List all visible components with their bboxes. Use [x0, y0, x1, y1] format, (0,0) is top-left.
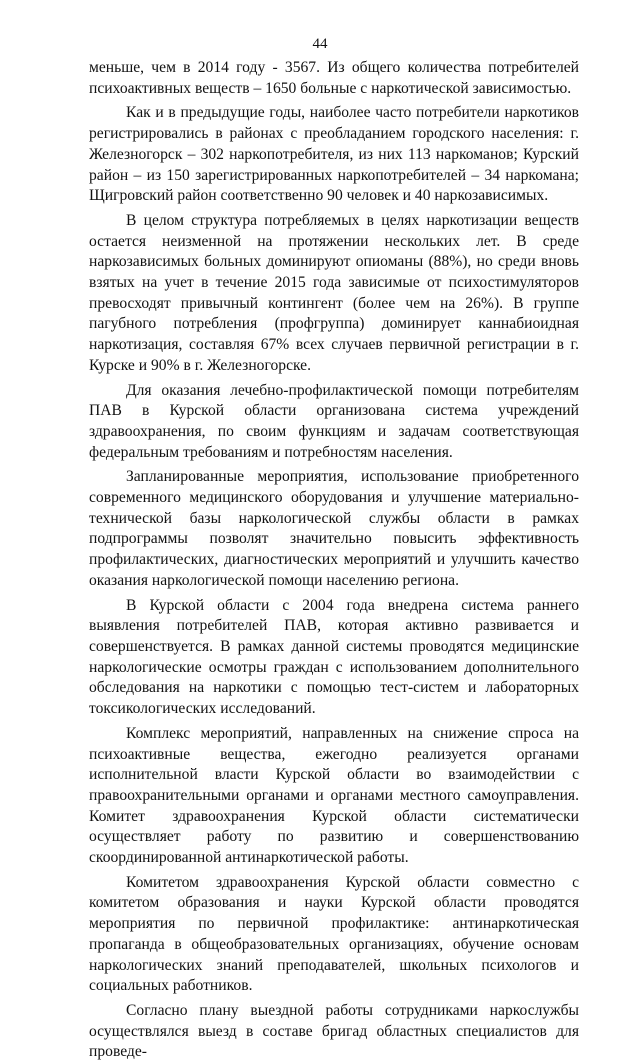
paragraph: В Курской области с 2004 года внедрена система раннего выявления потребителей ПАВ, которая активно развивается и совершенствуется. В рамках данной системы проводятся медицинские наркологические осмотры граждан с использованием дополнительного обследования на наркотики с помощью тест-систем и лабораторных токсикологических исследований. — [89, 596, 579, 718]
paragraph: меньше, чем в 2014 году - 3567. Из общего количества потребителей психоактивных веществ – 1650 больные с наркотической зависимостью. — [89, 59, 579, 97]
paragraph: Как и в предыдущие годы, наиболее часто потребители наркотиков регистрировались в районах с преобладанием городского населения: г. Железногорск – 302 наркопотребителя, из них 113 наркоманов; Курский район – из 150 зарегистрированных наркопотребителей – 34 наркомана; Щигровский район соответственно 90 человек и 40 наркозависимых. — [89, 104, 579, 205]
body-text — [89, 58, 579, 1063]
paragraph: В целом структура потребляемых в целях наркотизации веществ остается неизменной на протяжении нескольких лет. В среде наркозависимых больных доминируют опиоманы (88%), но среди вновь взятых на учет в течение 2015 года зависимые от психостимуляторов превосходят привычный контингент (более чем на 26%). В группе пагубного потребления (профгруппа) доминирует каннабиоидная наркотизация, составляя 67% всех случаев первичной регистрации в г. Курске и 90% в г. Железногорске. — [89, 211, 579, 374]
paragraph: Запланированные мероприятия, использование приобретенного современного медицинского оборудования и улучшение материально-технической базы наркологической службы области в рамках подпрограммы позволят значительно повысить эффективность профилактических, диагностических мероприятий и улучшить качество оказания наркологической помощи населению региона. — [89, 468, 579, 589]
paragraph: Для оказания лечебно-профилактической помощи потребителям ПАВ в Курской области организована система учреждений здравоохранения, по своим функциям и задачам соответствующая федеральным требованиям и потребностям населения. — [89, 381, 579, 461]
page-number: 44 — [312, 36, 328, 52]
paragraph: Согласно плану выездной работы сотрудниками наркослужбы осуществлялся выезд в составе бригад областных специалистов для проведе- — [89, 1001, 579, 1061]
paragraph: Комплекс мероприятий, направленных на снижение спроса на психоактивные вещества, ежегодно реализуется органами исполнительной власти Курской области во взаимодействии с правоохранительными органами и органами местного самоуправления. Комитет здравоохранения Курской области систематически осуществляет работу по развитию и совершенствованию скоординированной антинаркотической работы. — [89, 724, 579, 867]
paragraph: Комитетом здравоохранения Курской области совместно с комитетом образования и науки Курской области проводятся мероприятия по первичной профилактике: антинаркотическая пропаганда в общеобразовательных организациях, обучение основам наркологических знаний преподавателей, школьных психологов и социальных работников. — [89, 873, 579, 995]
